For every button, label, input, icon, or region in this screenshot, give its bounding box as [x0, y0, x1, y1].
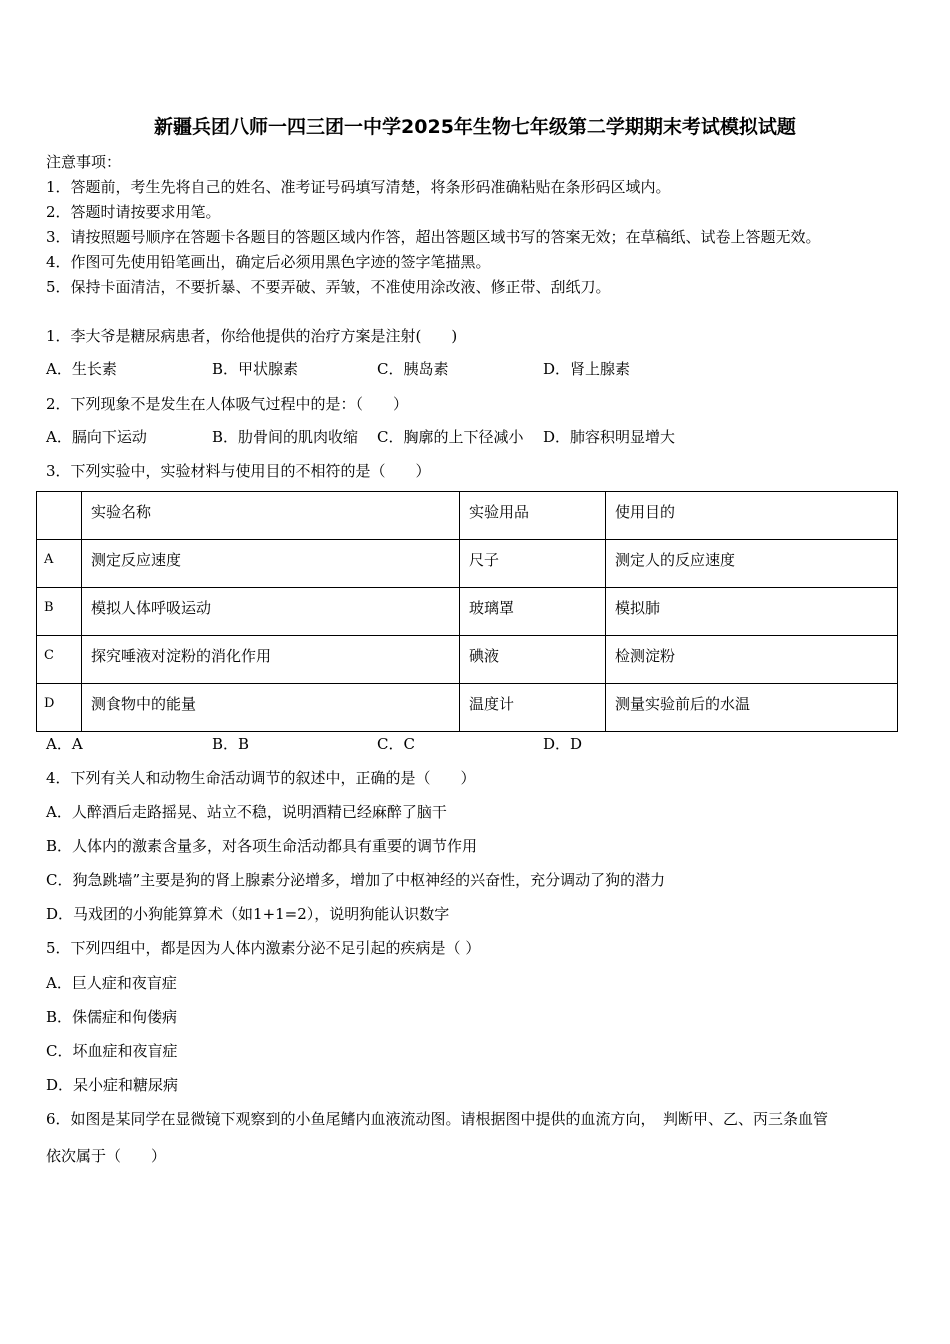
table-cell: 模拟肺 [606, 588, 898, 636]
notice-item: 4．作图可先使用铅笔画出，确定后必须用黑色字迹的签字笔描黑。 [46, 253, 491, 271]
q5-option-a: A．巨人症和夜盲症 [46, 974, 177, 992]
experiment-table [36, 491, 898, 732]
question-4-stem: 4．下列有关人和动物生命活动调节的叙述中，正确的是（ ） [46, 769, 476, 787]
q1-option-a: A．生长素 [46, 360, 117, 378]
question-1-stem: 1．李大爷是糖尿病患者，你给他提供的治疗方案是注射( ) [46, 327, 458, 345]
notice-item: 3．请按照题号顺序在答题卡各题目的答题区域内作答，超出答题区域书写的答案无效；在草稿纸、试卷上答题无效。 [46, 228, 821, 246]
table-cell: 测食物中的能量 [82, 684, 460, 732]
q2-option-a: A．膈向下运动 [46, 428, 147, 446]
table-header-cell: 实验用品 [460, 492, 606, 540]
table-cell: A [37, 540, 82, 588]
q2-option-b: B．肋骨间的肌肉收缩 [212, 428, 359, 446]
q3-option-b: B．B [212, 735, 250, 753]
q4-option-c: C．狗急跳墙”主要是狗的肾上腺素分泌增多，增加了中枢神经的兴奋性，充分调动了狗的潜力 [46, 871, 666, 889]
table-cell: 尺子 [460, 540, 606, 588]
q3-option-c: C．C [377, 735, 415, 753]
question-2-stem: 2．下列现象不是发生在人体吸气过程中的是：（ ） [46, 395, 409, 413]
table-cell: 测定反应速度 [82, 540, 460, 588]
q4-option-d: D．马戏团的小狗能算算术（如1+1=2），说明狗能认识数字 [46, 905, 450, 923]
question-5-stem: 5．下列四组中，都是因为人体内激素分泌不足引起的疾病是（ ） [46, 939, 481, 957]
q1-option-b: B．甲状腺素 [212, 360, 299, 378]
notice-item: 1．答题前，考生先将自己的姓名、准考证号码填写清楚，将条形码准确粘贴在条形码区域内。 [46, 178, 671, 196]
question-6-stem: 6．如图是某同学在显微镜下观察到的小鱼尾鳍内血液流动图。请根据图中提供的血流方向， 判断甲、乙、丙三条血管 [46, 1110, 829, 1128]
q5-option-d: D．呆小症和糖尿病 [46, 1076, 179, 1094]
table-cell: B [37, 588, 82, 636]
table-header-cell [37, 492, 82, 540]
page-title: 新疆兵团八师一四三团一中学2025年生物七年级第二学期期末考试模拟试题 [154, 116, 796, 138]
table-cell: 测量实验前后的水温 [606, 684, 898, 732]
q5-option-c: C．坏血症和夜盲症 [46, 1042, 178, 1060]
table-cell: 玻璃罩 [460, 588, 606, 636]
table-cell: 检测淀粉 [606, 636, 898, 684]
table-cell: 模拟人体呼吸运动 [82, 588, 460, 636]
table-cell: C [37, 636, 82, 684]
table-header-row [37, 492, 898, 540]
q2-option-c: C．胸廓的上下径减小 [377, 428, 524, 446]
table-row [37, 636, 898, 684]
table-header-cell: 实验名称 [82, 492, 460, 540]
table-row [37, 540, 898, 588]
question-3-stem: 3．下列实验中，实验材料与使用目的不相符的是（ ） [46, 462, 431, 480]
q2-option-d: D．肺容积明显增大 [543, 428, 676, 446]
q5-option-b: B．侏儒症和佝偻病 [46, 1008, 178, 1026]
q3-option-d: D．D [543, 735, 583, 753]
table-header-cell: 使用目的 [606, 492, 898, 540]
table-cell: 碘液 [460, 636, 606, 684]
notice-item: 2．答题时请按要求用笔。 [46, 203, 221, 221]
q1-option-d: D．肾上腺素 [543, 360, 631, 378]
table-row [37, 588, 898, 636]
notice-heading: 注意事项： [46, 153, 122, 171]
q1-option-c: C．胰岛素 [377, 360, 449, 378]
notice-item: 5．保持卡面清洁，不要折暴、不要弄破、弄皱，不准使用涂改液、修正带、刮纸刀。 [46, 278, 611, 296]
table-cell: 测定人的反应速度 [606, 540, 898, 588]
q4-option-b: B．人体内的激素含量多，对各项生命活动都具有重要的调节作用 [46, 837, 478, 855]
table-cell: 温度计 [460, 684, 606, 732]
table-row [37, 684, 898, 732]
table-cell: 探究唾液对淀粉的消化作用 [82, 636, 460, 684]
q4-option-a: A．人醉酒后走路摇晃、站立不稳，说明酒精已经麻醉了脑干 [46, 803, 447, 821]
question-6-stem-cont: 依次属于（ ） [46, 1147, 167, 1165]
q3-option-a: A．A [46, 735, 83, 753]
table-cell: D [37, 684, 82, 732]
